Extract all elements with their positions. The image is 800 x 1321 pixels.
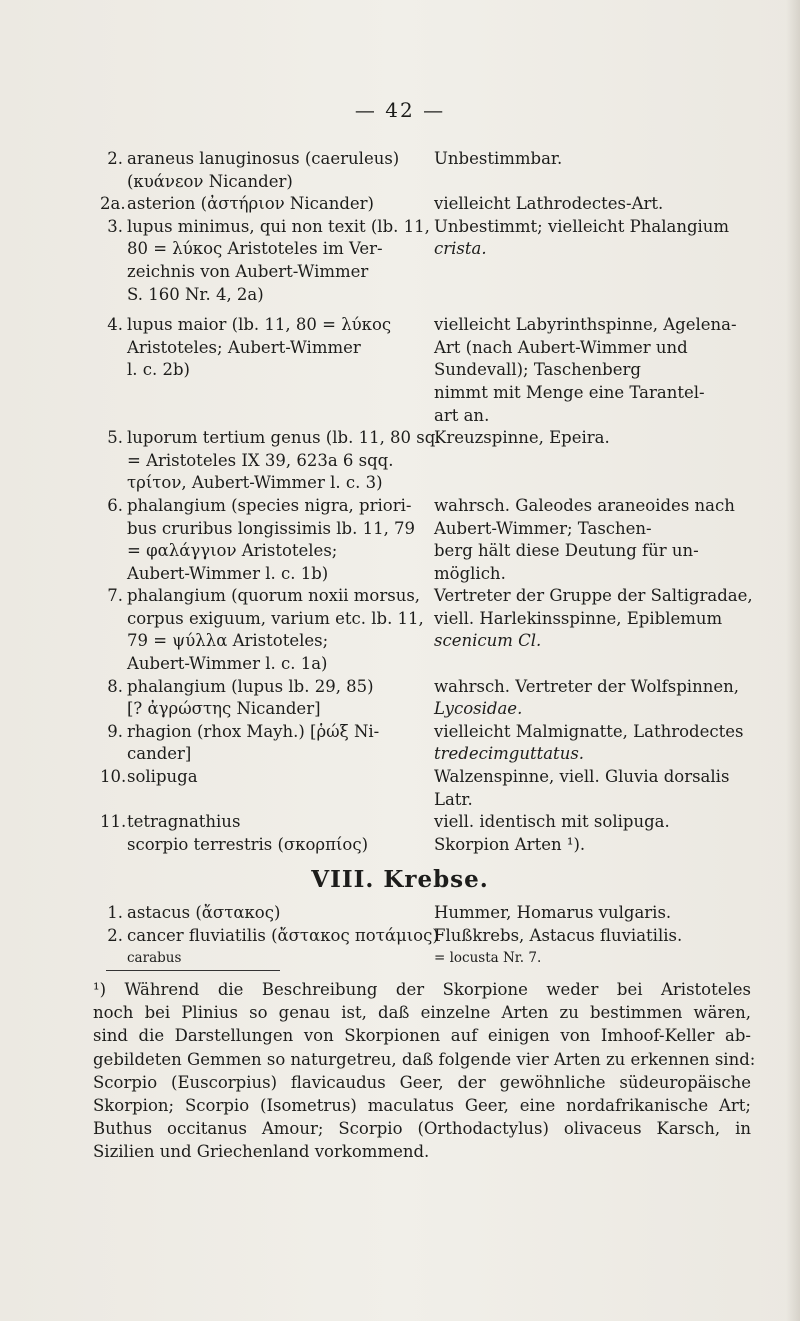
german-line: möglich. xyxy=(434,563,506,583)
latin-line: phalangium (lupus lb. 29, 85) xyxy=(127,676,374,696)
footnote-line: Scorpio (Euscorpius) flavicaudus Geer, der gewöhnliche südeuropäische xyxy=(93,1072,751,1092)
table-row xyxy=(100,902,780,925)
spider-table xyxy=(100,148,780,856)
entry-number: 8. xyxy=(107,676,123,696)
latin-name xyxy=(127,585,434,675)
entry-number: 2. xyxy=(107,925,123,945)
table-row xyxy=(100,216,780,306)
german-line: viell. identisch mit solipuga. xyxy=(434,812,670,832)
entry-number: 7. xyxy=(107,586,123,606)
german-identification xyxy=(434,721,780,766)
entry-number: 11. xyxy=(100,812,127,832)
entry-number: 4. xyxy=(107,315,123,335)
latin-line: τρίτον, Aubert-Wimmer l. c. 3) xyxy=(127,473,383,493)
table-row xyxy=(100,193,780,216)
german-identification xyxy=(434,495,780,585)
german-identification: = locusta Nr. 7. xyxy=(434,950,542,967)
german-line: Unbestimmt; vielleicht Phalangium xyxy=(434,216,730,236)
table-row xyxy=(100,811,780,856)
footnote-line: Skorpion; Scorpio (Isometrus) maculatus Geer, eine nordafrikanische Art; xyxy=(93,1096,751,1116)
german-identification xyxy=(434,314,780,427)
german-line: Vertreter der Gruppe der Saltigradae, xyxy=(434,586,753,606)
footnote xyxy=(93,978,756,1164)
latin-name xyxy=(127,676,434,721)
latin-line: Aristoteles; Aubert-Wimmer xyxy=(127,337,361,357)
german-line: Art (nach Aubert-Wimmer und xyxy=(434,337,688,357)
footnote-line: sind die Darstellungen von Skorpionen auf einigen von Imhoof-Keller ab- xyxy=(93,1026,751,1046)
table-row xyxy=(100,585,780,675)
latin-name xyxy=(127,427,441,495)
german-identification: Flußkrebs, Astacus fluviatilis. xyxy=(434,925,683,945)
table-row xyxy=(100,766,780,811)
footnote-divider xyxy=(106,970,280,971)
latin-line: asterion (ἀστήριον Nicander) xyxy=(127,194,374,214)
german-identification xyxy=(434,193,780,216)
german-line: tredecimguttatus. xyxy=(434,744,585,764)
latin-line: tetragnathius xyxy=(127,812,241,832)
german-line: wahrsch. Galeodes araneoides nach xyxy=(434,495,735,515)
table-row xyxy=(100,925,780,948)
latin-line: [? ἀγρώστης Nicander] xyxy=(127,699,321,719)
latin-line: 79 = ψύλλα Aristoteles; xyxy=(127,631,329,651)
table-row xyxy=(100,947,780,970)
entry-number: 1. xyxy=(107,903,123,922)
footnote-line: gebildeten Gemmen so naturgetreu, daß folgende vier Arten zu erkennen sind: xyxy=(93,1049,756,1069)
latin-line: corpus exiguum, varium etc. lb. 11, xyxy=(127,608,424,628)
latin-line: = Aristoteles IX 39, 623a 6 sqq. xyxy=(127,450,394,470)
entry-number: 10. xyxy=(100,767,127,787)
latin-line: scorpio terrestris (σκορπίος) xyxy=(127,834,369,854)
entry-number: 5. xyxy=(107,428,123,448)
german-line: art an. xyxy=(434,405,490,425)
latin-name xyxy=(127,314,434,382)
latin-name xyxy=(127,721,434,766)
latin-line: cander] xyxy=(127,744,192,764)
latin-line: luporum tertium genus (lb. 11, 80 sq. xyxy=(127,428,441,448)
table-row xyxy=(100,314,780,427)
footnote-line: ¹) Während die Beschreibung der Skorpione weder bei Aristoteles xyxy=(93,980,751,999)
latin-name: carabus xyxy=(127,950,182,967)
german-line: crista. xyxy=(434,239,487,259)
german-line: Kreuzspinne, Epeira. xyxy=(434,428,610,448)
german-line: nimmt mit Menge eine Tarantel- xyxy=(434,382,705,402)
section-heading: VIII. Krebse. xyxy=(311,866,489,893)
german-identification xyxy=(434,811,780,856)
german-line: vielleicht Labyrinthspinne, Agelena- xyxy=(434,315,737,335)
entry-number: 2a. xyxy=(100,194,126,214)
german-line: Lycosidae. xyxy=(434,699,523,719)
latin-name: cancer fluviatilis (ἄστακος ποτάμιος) xyxy=(127,925,439,945)
german-line: Unbestimmbar. xyxy=(434,149,563,168)
german-identification xyxy=(434,585,780,653)
latin-line: l. c. 2b) xyxy=(127,360,190,380)
german-line: scenicum Cl. xyxy=(434,631,542,651)
latin-line: lupus minimus, qui non texit (lb. 11, xyxy=(127,216,430,236)
latin-line: Aubert-Wimmer l. c. 1a) xyxy=(127,654,328,674)
footnote-line: Buthus occitanus Amour; Scorpio (Orthodactylus) olivaceus Karsch, in xyxy=(93,1119,751,1139)
german-line: Sundevall); Taschenberg xyxy=(434,360,641,380)
table-row xyxy=(100,721,780,766)
table-row xyxy=(100,148,780,193)
table-row xyxy=(100,676,780,721)
german-line: wahrsch. Vertreter der Wolfspinnen, xyxy=(434,676,739,696)
footnote-line: noch bei Plinius so genau ist, daß einzelne Arten zu bestimmen wären, xyxy=(93,1003,751,1023)
page-number: — 42 — xyxy=(354,98,446,122)
table-row xyxy=(100,427,780,495)
latin-line: (κυάνεον Nicander) xyxy=(127,171,293,191)
latin-line: phalangium (species nigra, priori- xyxy=(127,495,412,515)
german-line: Skorpion Arten ¹). xyxy=(434,834,586,854)
german-identification xyxy=(434,148,780,171)
german-line: Walzenspinne, viell. Gluvia dorsalis xyxy=(434,767,730,787)
latin-line: S. 160 Nr. 4, 2a) xyxy=(127,284,264,304)
latin-name xyxy=(127,766,434,789)
latin-name xyxy=(127,495,434,585)
latin-line: lupus maior (lb. 11, 80 = λύκος xyxy=(127,315,392,335)
latin-name: astacus (ἄστακος) xyxy=(127,903,281,922)
crab-table xyxy=(100,902,780,970)
german-line: vielleicht Lathrodectes-Art. xyxy=(434,194,664,214)
latin-line: = φαλάγγιον Aristoteles; xyxy=(127,541,338,561)
latin-name xyxy=(127,148,434,193)
german-line: viell. Harlekinsspinne, Epiblemum xyxy=(434,608,723,628)
page-edge-shadow xyxy=(786,0,800,1321)
latin-line: bus cruribus longissimis lb. 11, 79 xyxy=(127,518,416,538)
entry-number: 6. xyxy=(107,495,123,515)
footnote-line: Sizilien und Griechenland vorkommend. xyxy=(93,1142,430,1162)
entry-number: 3. xyxy=(107,216,123,236)
german-line: Latr. xyxy=(434,789,473,809)
latin-line: zeichnis von Aubert-Wimmer xyxy=(127,261,369,281)
latin-line: Aubert-Wimmer l. c. 1b) xyxy=(127,563,329,583)
entry-number: 2. xyxy=(107,149,123,168)
latin-line: araneus lanuginosus (caeruleus) xyxy=(127,149,400,168)
german-line: berg hält diese Deutung für un- xyxy=(434,541,699,561)
table-row xyxy=(100,495,780,585)
latin-line: solipuga xyxy=(127,767,198,787)
german-identification xyxy=(434,766,780,811)
latin-name xyxy=(127,811,434,856)
german-identification xyxy=(434,216,780,261)
latin-name xyxy=(127,216,434,306)
german-identification xyxy=(434,676,780,721)
latin-name xyxy=(127,193,434,216)
german-line: Aubert-Wimmer; Taschen- xyxy=(434,518,652,538)
entry-number: 9. xyxy=(107,721,123,741)
latin-line: rhagion (rhox Mayh.) [ῥώξ Ni- xyxy=(127,721,380,741)
german-identification xyxy=(434,427,780,450)
german-line: vielleicht Malmignatte, Lathrodectes xyxy=(434,721,744,741)
german-identification: Hummer, Homarus vulgaris. xyxy=(434,903,672,922)
latin-line: phalangium (quorum noxii morsus, xyxy=(127,586,421,606)
latin-line: 80 = λύκος Aristoteles im Ver- xyxy=(127,239,383,259)
